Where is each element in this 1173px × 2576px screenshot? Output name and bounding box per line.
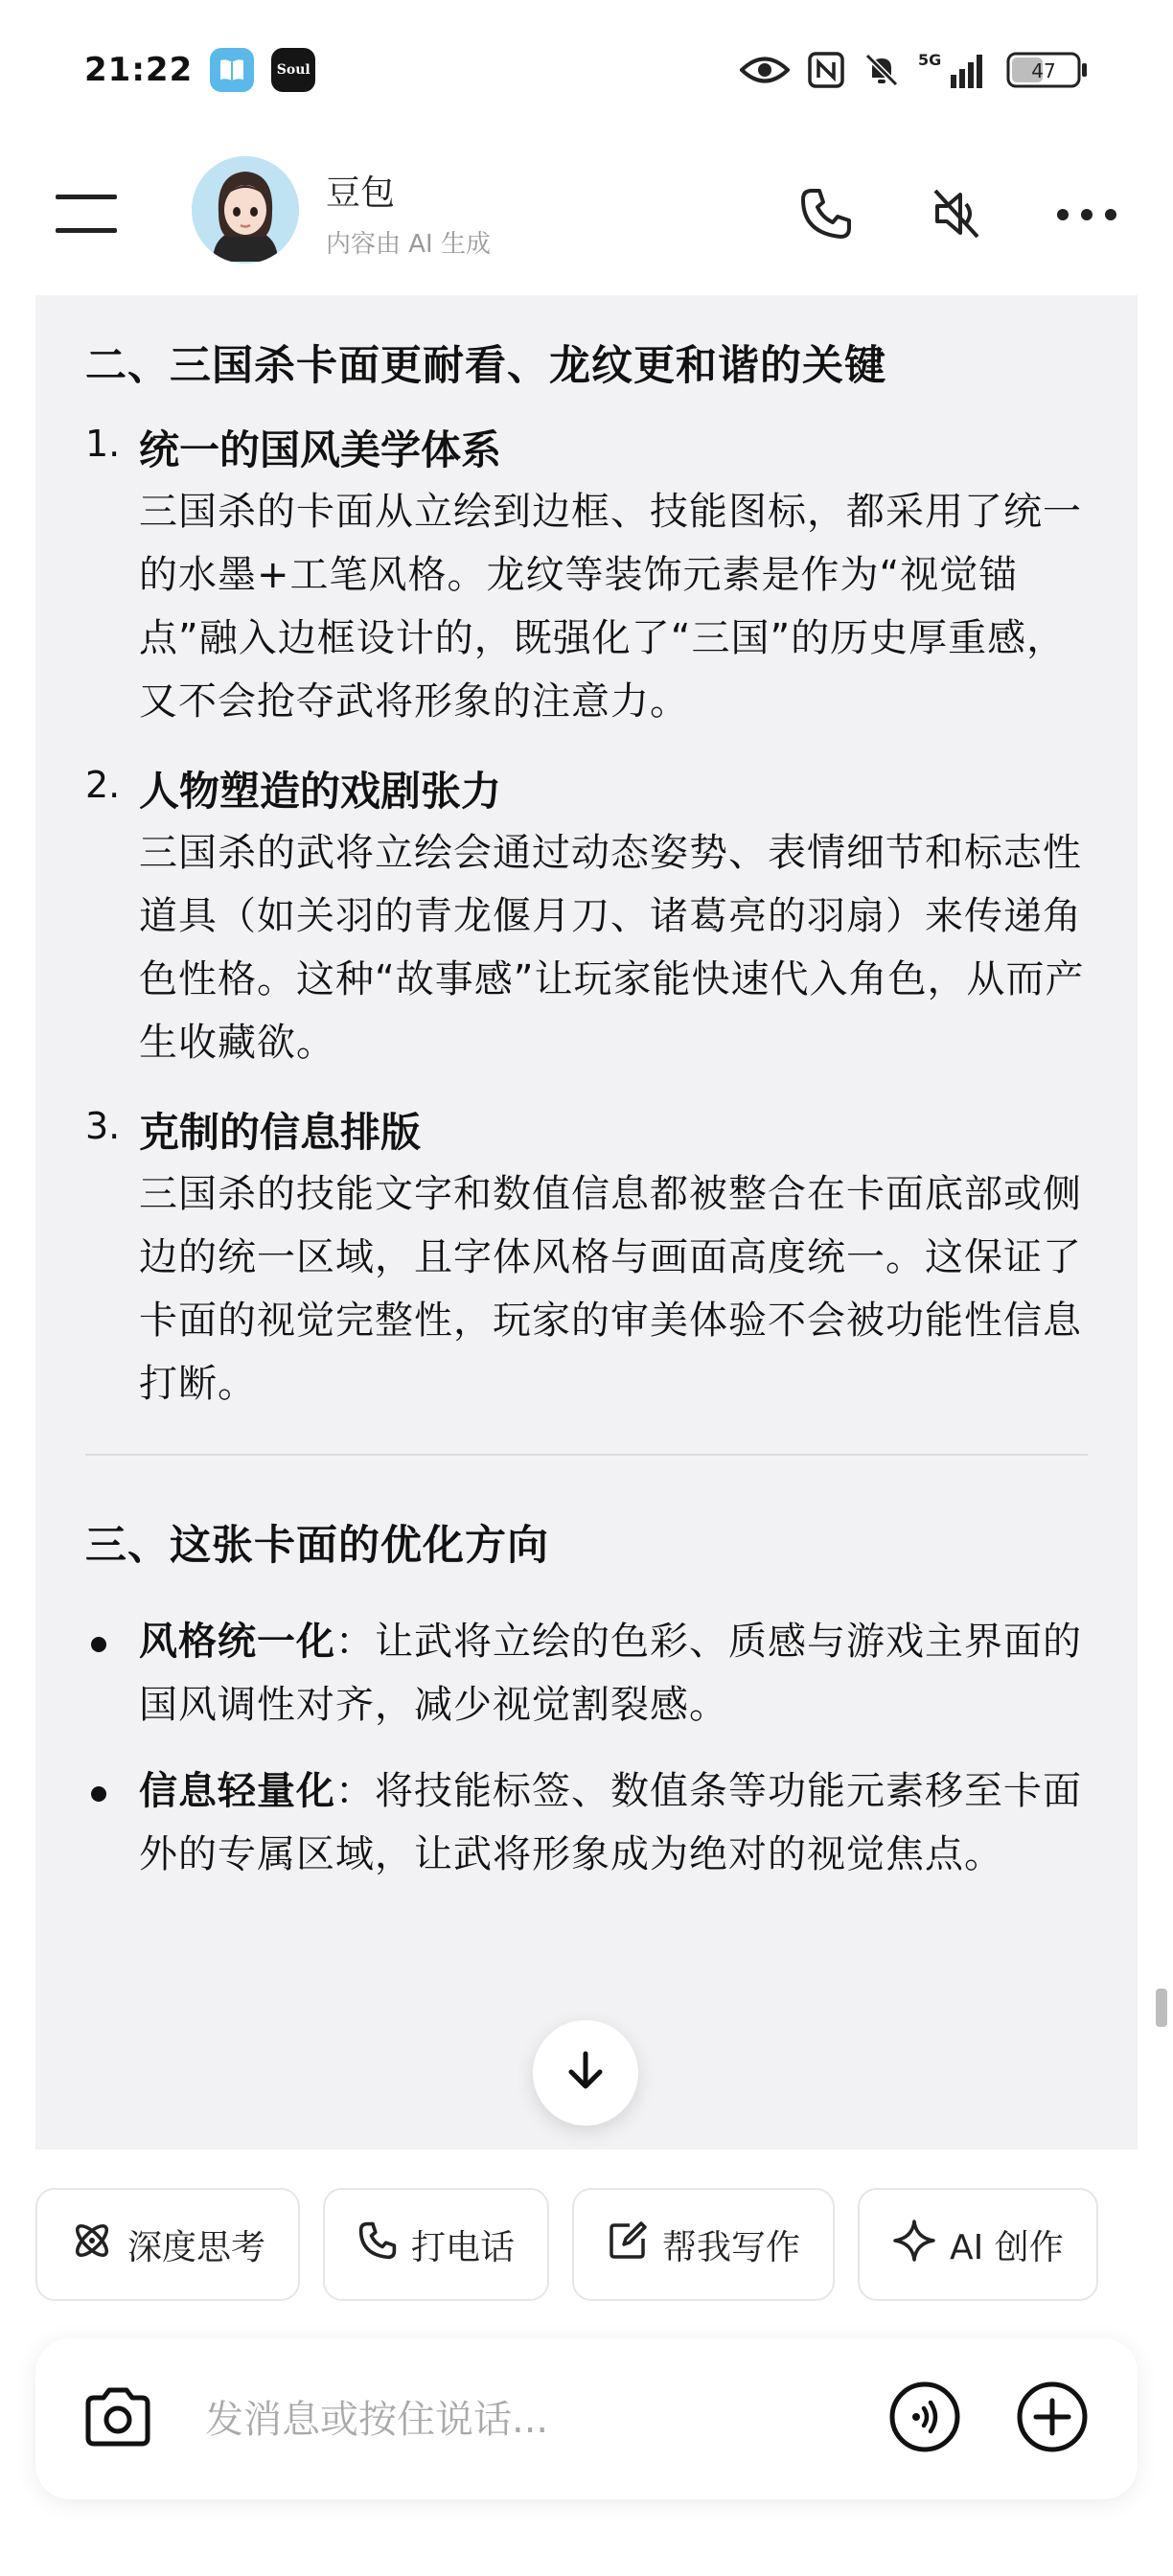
book-app-icon xyxy=(210,48,254,92)
chip-make-call[interactable] xyxy=(323,2188,549,2301)
bot-avatar[interactable] xyxy=(192,156,299,264)
bullet-heading: 信息轻量化 xyxy=(139,1769,335,1813)
voice-call-button[interactable] xyxy=(883,2377,967,2461)
chip-label: 帮我写作 xyxy=(662,2227,801,2267)
item-heading: 人物塑造的戏剧张力 xyxy=(139,768,502,815)
bullet-heading: 风格统一化 xyxy=(139,1620,335,1664)
chip-help-write[interactable] xyxy=(572,2188,835,2301)
scroll-to-bottom-button[interactable] xyxy=(533,2020,638,2126)
battery-level: 47 xyxy=(1031,58,1056,82)
scrollbar-thumb[interactable] xyxy=(1156,1989,1167,2027)
bot-name: 豆包 xyxy=(326,173,396,213)
numbered-item xyxy=(85,421,1088,733)
bullet-body: ：让武将立绘的色彩、质感与游戏主界面的国风调性对齐，减少视觉割裂感。 xyxy=(139,1620,1082,1727)
bullet-dot xyxy=(91,1637,106,1652)
voice-wave-icon xyxy=(887,2380,962,2458)
call-button[interactable] xyxy=(788,177,864,254)
camera-button[interactable] xyxy=(78,2379,158,2459)
phone-icon xyxy=(357,2220,398,2269)
bullet-dot xyxy=(91,1786,106,1802)
quick-action-chips xyxy=(35,2188,1173,2301)
bullet-item xyxy=(85,1610,1088,1736)
item-heading: 克制的信息排版 xyxy=(139,1109,422,1156)
ai-message-bubble xyxy=(35,295,1138,2150)
item-number: 3. xyxy=(85,1105,121,1147)
message-input[interactable] xyxy=(203,2377,855,2463)
numbered-item xyxy=(85,762,1088,1074)
message-input-bar xyxy=(35,2338,1138,2499)
chip-label: 打电话 xyxy=(411,2227,516,2267)
status-right xyxy=(740,50,1089,90)
hamburger-icon xyxy=(56,193,117,239)
plus-circle-icon xyxy=(1015,2380,1090,2458)
mute-speaker-button[interactable] xyxy=(918,177,995,254)
eye-icon xyxy=(740,54,790,86)
item-heading: 统一的国风美学体系 xyxy=(139,426,502,473)
item-body: 三国杀的卡面从立绘到边框、技能图标，都采用了统一的水墨+工笔风格。龙纹等装饰元素是作为“视觉锚点”融入边框设计的，既强化了“三国”的历史厚重感，又不会抢夺武将形象的注意力。 xyxy=(139,490,1082,724)
item-body: 三国杀的技能文字和数值信息都被整合在卡面底部或侧边的统一区域，且字体风格与画面高度统一。这保证了卡面的视觉完整性，玩家的审美体验不会被功能性信息打断。 xyxy=(139,1172,1082,1406)
item-number: 1. xyxy=(85,423,121,465)
battery-icon xyxy=(1006,50,1089,90)
chip-ai-create[interactable] xyxy=(858,2188,1098,2301)
sparkle-icon xyxy=(892,2219,936,2271)
numbered-item xyxy=(85,1103,1088,1415)
speaker-mute-icon xyxy=(928,185,985,246)
nfc-icon xyxy=(807,51,845,89)
chip-deep-thinking[interactable] xyxy=(35,2188,300,2301)
status-bar xyxy=(0,0,1173,139)
camera-icon xyxy=(82,2386,153,2451)
section-divider xyxy=(85,1454,1088,1456)
item-number: 2. xyxy=(85,764,121,806)
soul-app-icon: Soul xyxy=(271,48,315,92)
menu-button[interactable] xyxy=(53,182,120,249)
bullet-item xyxy=(85,1760,1088,1886)
chat-header xyxy=(0,139,1173,292)
bullet-body: ：将技能标签、数值条等功能元素移至卡面外的专属区域，让武将形象成为绝对的视觉焦点。 xyxy=(139,1769,1082,1876)
item-body: 三国杀的武将立绘会通过动态姿势、表情细节和标志性道具（如关羽的青龙偃月刀、诸葛亮的羽扇）来传递角色性格。这种“故事感”让玩家能快速代入角色，从而产生收藏欲。 xyxy=(139,831,1085,1065)
status-left xyxy=(84,48,315,92)
bullet-text xyxy=(139,1610,1088,1736)
network-label: 5G xyxy=(918,50,942,69)
signal-icon xyxy=(918,50,989,90)
atom-icon xyxy=(70,2219,114,2271)
more-dots-icon xyxy=(1056,207,1117,225)
add-attachment-button[interactable] xyxy=(1010,2377,1094,2461)
phone-icon xyxy=(798,186,854,245)
chat-title-block xyxy=(326,166,491,260)
ai-generated-note: 内容由 AI 生成 xyxy=(326,230,491,259)
edit-icon xyxy=(607,2220,649,2270)
more-button[interactable] xyxy=(1048,177,1125,254)
chip-label: 深度思考 xyxy=(127,2227,266,2267)
section-title-2: 二、三国杀卡面更耐看、龙纹更和谐的关键 xyxy=(85,342,886,390)
status-time: 21:22 xyxy=(84,50,194,89)
bullet-text xyxy=(139,1760,1088,1886)
mute-bell-icon xyxy=(862,51,901,89)
arrow-down-icon xyxy=(564,2049,608,2097)
chip-label: AI 创作 xyxy=(950,2227,1064,2267)
section-title-3: 三、这张卡面的优化方向 xyxy=(85,1522,549,1570)
